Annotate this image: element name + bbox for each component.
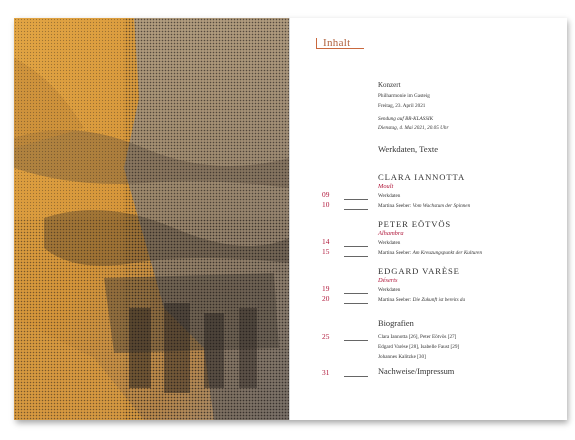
- toc-page-number: 25: [322, 332, 330, 341]
- toc-page-number: 19: [322, 284, 330, 293]
- toc-entry: Werkdaten: [378, 287, 401, 293]
- composer-work-title: Moult: [378, 183, 394, 190]
- toc-entry: Martina Seeber: Am Kreuzungspunkt der Kulturen: [378, 250, 483, 256]
- nachweise-heading: Nachweise/Impressum: [378, 367, 455, 376]
- composer-work-title: Alhambra: [378, 230, 404, 237]
- werkdaten-texte-heading: Werkdaten, Texte: [378, 144, 439, 154]
- toc-leader-line: [344, 340, 368, 341]
- konzert-venue: Philharmonie im Gasteig: [378, 93, 430, 99]
- composer-name: CLARA IANNOTTA: [378, 172, 466, 182]
- biografien-line: Clara Iannotta [26], Peter Eötvös [27]: [378, 334, 457, 340]
- composer-name: EDGARD VARÈSE: [378, 266, 460, 276]
- toc-leader-line: [344, 303, 368, 304]
- toc-page-number: 31: [322, 368, 330, 377]
- broadcast-date: Dienstag, 4. Mai 2021, 20.05 Uhr: [378, 125, 449, 131]
- toc-leader-line: [344, 246, 368, 247]
- toc-page-number: 09: [322, 190, 330, 199]
- toc-page-number: 14: [322, 237, 330, 246]
- konzert-date: Freitag, 23. April 2021: [378, 103, 426, 109]
- toc-entry: Werkdaten: [378, 193, 401, 199]
- toc-page-number: 15: [322, 247, 330, 256]
- toc-entry: Martina Seeber: Vom Wachstum der Spinnen: [378, 203, 471, 209]
- halftone-canyon-photo: [14, 18, 289, 420]
- toc-leader-line: [344, 209, 368, 210]
- toc-entry: Martina Seeber: Die Zukunft ist bereits da: [378, 297, 466, 303]
- composer-name: PETER EÖTVÖS: [378, 219, 452, 229]
- toc-leader-line: [344, 376, 368, 377]
- toc-leader-line: [344, 293, 368, 294]
- broadcast-label: Sendung auf BR-KLASSIK: [378, 116, 434, 122]
- toc-page-number: 10: [322, 200, 330, 209]
- toc-leader-line: [344, 256, 368, 257]
- toc-page-number: 20: [322, 294, 330, 303]
- toc-leader-line: [344, 199, 368, 200]
- biografien-line: Edgard Varèse [28], Isabelle Faust [29]: [378, 344, 460, 350]
- toc-entry: Werkdaten: [378, 240, 401, 246]
- left-page-photo: [14, 18, 289, 420]
- biografien-heading: Biografien: [378, 319, 414, 328]
- composer-work-title: Déserts: [378, 277, 398, 284]
- biografien-line: Johannes Kalitzke [30]: [378, 354, 426, 360]
- page-title: Inhalt: [323, 37, 351, 49]
- konzert-heading: Konzert: [378, 81, 401, 89]
- right-page-contents: [289, 18, 567, 420]
